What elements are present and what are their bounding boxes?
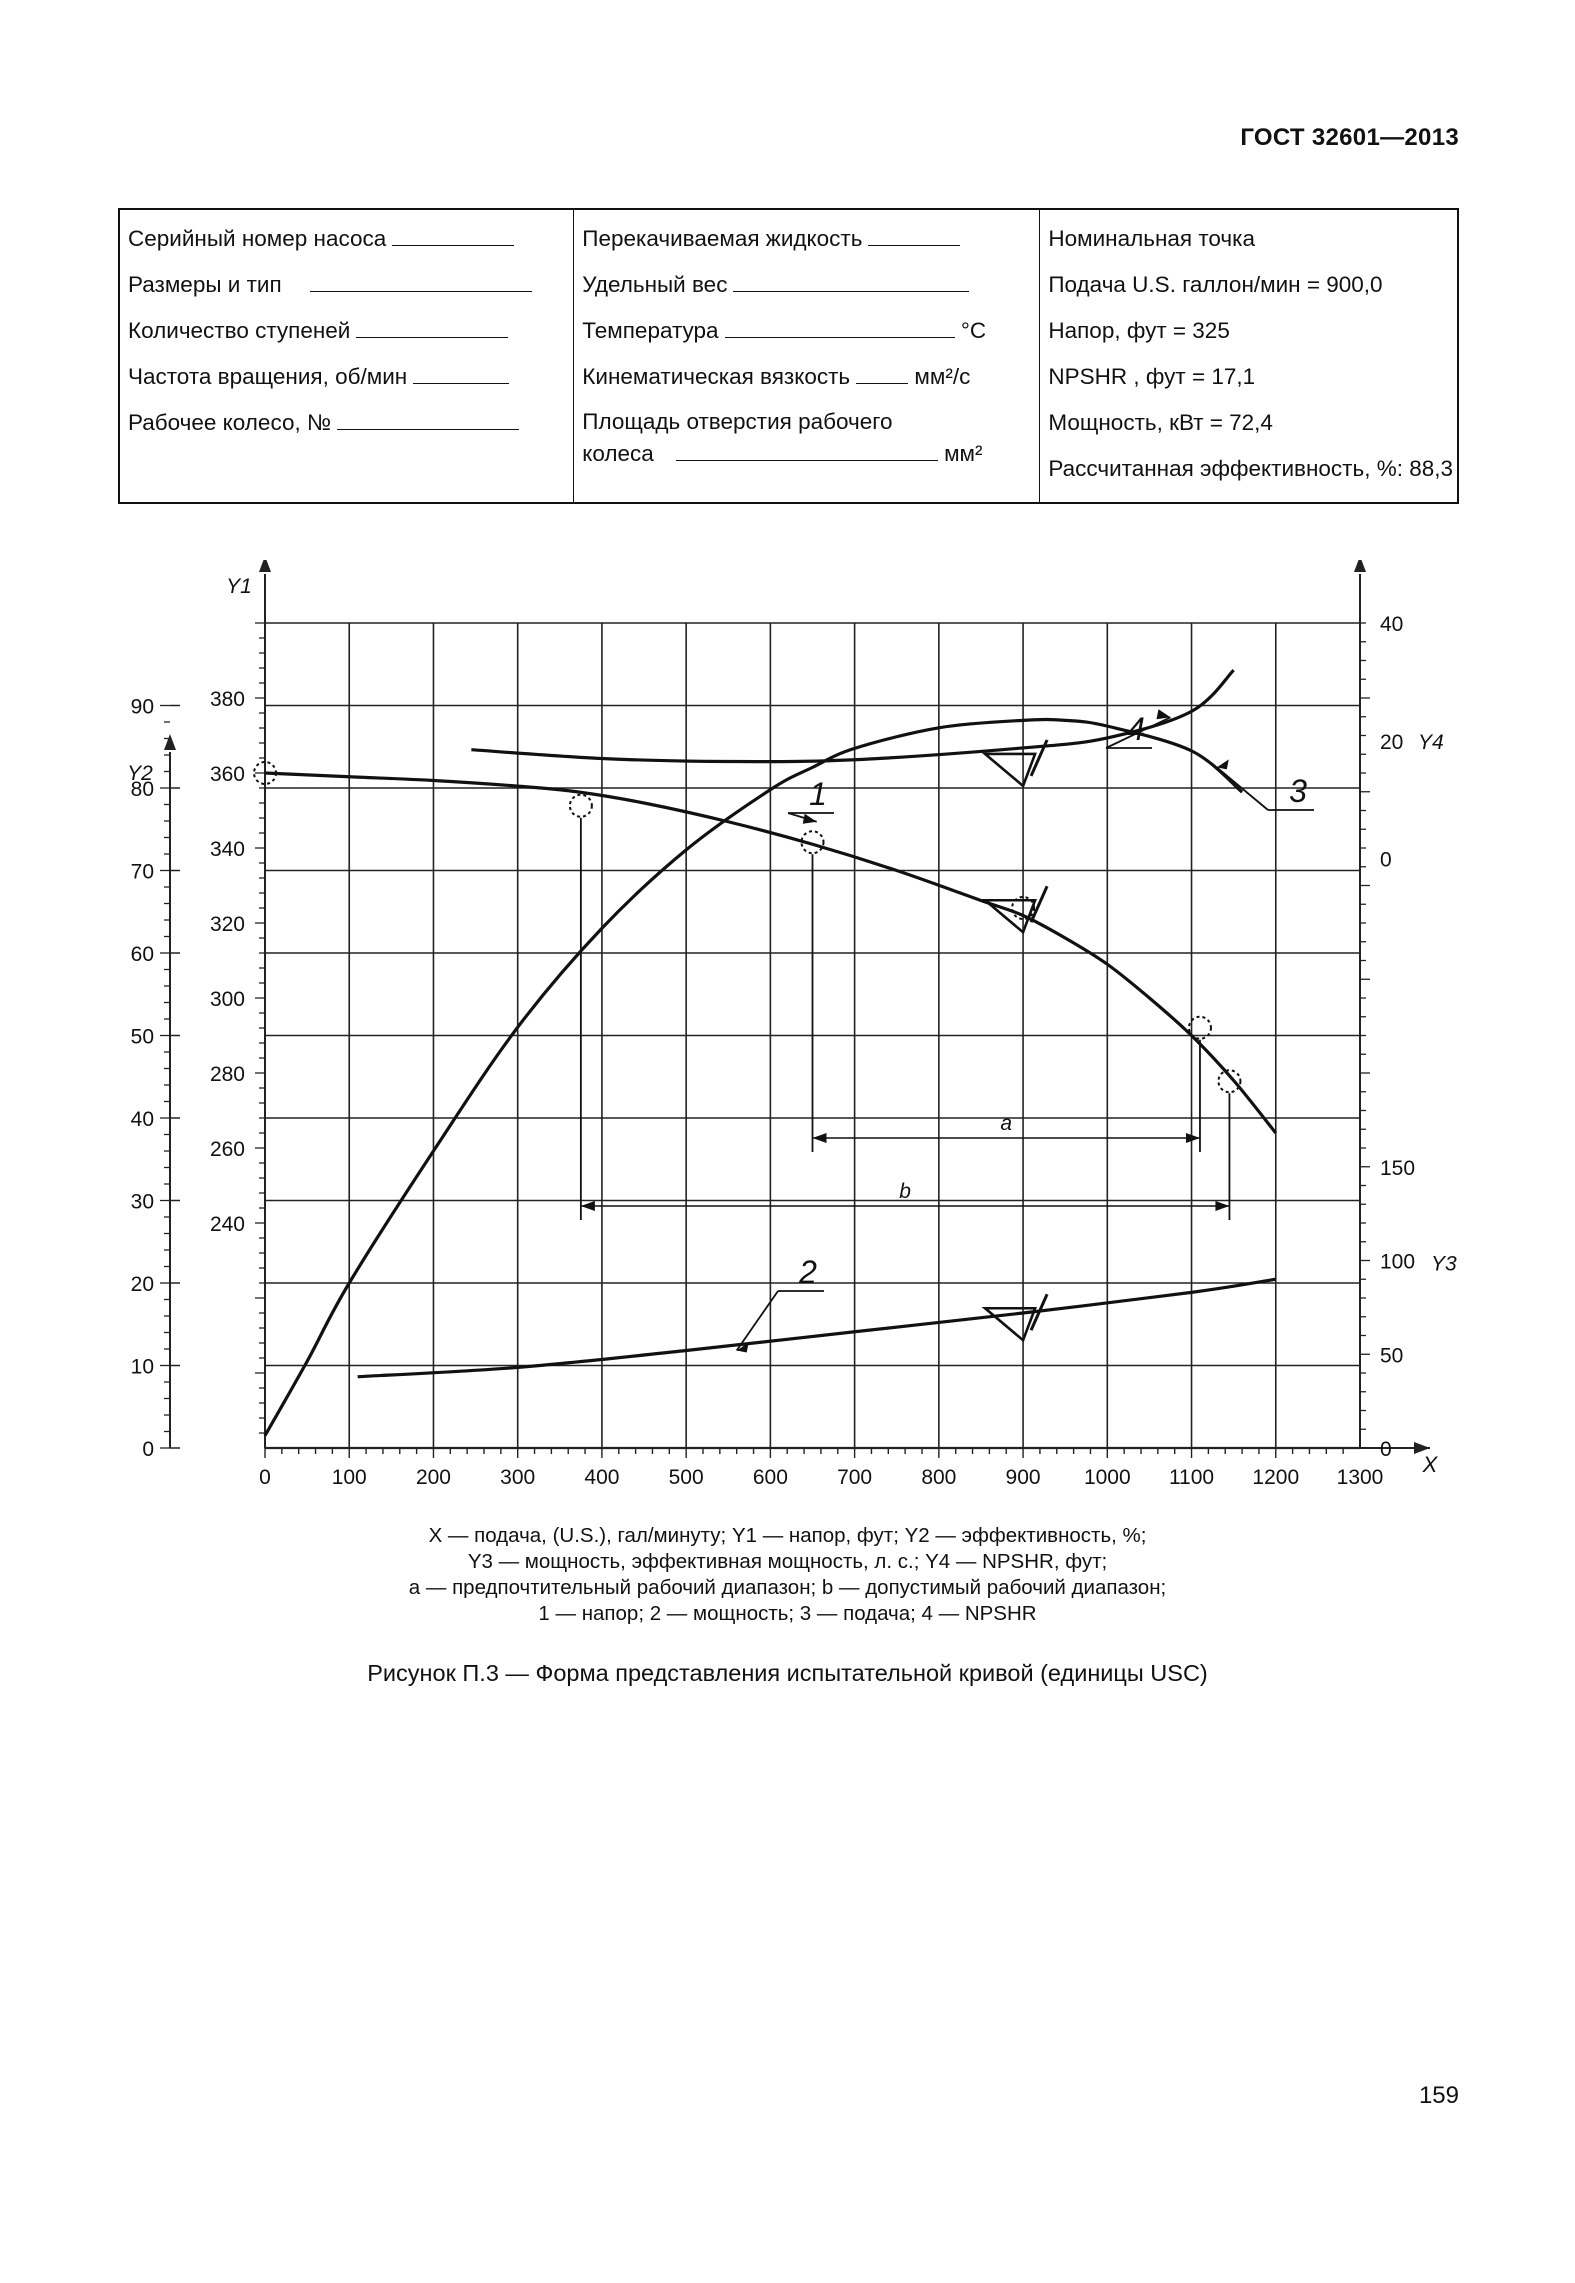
stages-row: Количество ступеней xyxy=(128,308,569,354)
serial-row: Серийный номер насоса xyxy=(128,216,569,262)
x-tick-label: 1200 xyxy=(1252,1466,1300,1489)
y2-tick-label: 30 xyxy=(130,1190,154,1214)
range-b-arrow-right-icon xyxy=(1215,1201,1229,1211)
curve-label-2: 2 xyxy=(799,1254,817,1290)
legend-line-4: 1 — напор; 2 — мощность; 3 — подача; 4 — NPSHR xyxy=(538,1602,1037,1625)
y2-axis-name: Y2 xyxy=(127,762,153,785)
y1-axis-name: Y1 xyxy=(226,575,252,598)
pump-datasheet-table xyxy=(118,208,1459,504)
legend-line-3: a — предпочтительный рабочий диапазон; b — допустимый рабочий диапазон; xyxy=(408,1576,1167,1599)
y3-tick-label: 0 xyxy=(1380,1438,1392,1461)
liquid-info-column xyxy=(574,209,1040,503)
y1-tick-label: 340 xyxy=(209,838,245,861)
x-tick-label: 1000 xyxy=(1083,1466,1131,1489)
y1-tick-label: 320 xyxy=(209,913,245,936)
rated-efficiency: Рассчитанная эффективность, %: 88,3 xyxy=(1048,456,1453,481)
rated-npshr-marker xyxy=(985,754,1035,786)
range-b-start-circle xyxy=(570,795,592,817)
y2-tick-label: 90 xyxy=(130,695,154,719)
right-axis-arrow-icon xyxy=(1354,560,1366,572)
rated-title: Номинальная точка xyxy=(1048,226,1255,251)
rated-head: Напор, фут = 325 xyxy=(1048,318,1230,343)
range-a-label: a xyxy=(1000,1112,1013,1135)
x-tick-label: 600 xyxy=(752,1466,788,1489)
standard-code: ГОСТ 32601—2013 xyxy=(1240,124,1459,151)
temperature-row: Температура °C xyxy=(582,308,1035,354)
liquid-row: Перекачиваемая жидкость xyxy=(582,216,1035,262)
y3-axis-name: Y3 xyxy=(1431,1252,1457,1276)
y4-tick-label: 40 xyxy=(1380,613,1404,636)
y2-tick-label: 0 xyxy=(142,1438,154,1461)
x-tick-label: 800 xyxy=(921,1466,957,1489)
y2-tick-label: 80 xyxy=(130,778,154,801)
y4-tick-label: 20 xyxy=(1380,730,1404,754)
legend-line-2: Y3 — мощность, эффективная мощность, л. с.; Y4 — NPSHR, фут; xyxy=(467,1550,1108,1573)
pump-test-curve-chart xyxy=(0,560,1575,1520)
x-axis-name: X xyxy=(1422,1452,1438,1477)
gravity-row: Удельный вес xyxy=(582,262,1035,308)
x-tick-label: 700 xyxy=(837,1466,873,1489)
x-tick-label: 300 xyxy=(500,1466,536,1489)
y3-tick-label: 150 xyxy=(1380,1156,1416,1180)
x-tick-label: 1100 xyxy=(1168,1466,1215,1489)
rated-power: Мощность, кВт = 72,4 xyxy=(1048,410,1273,435)
y2-tick-label: 40 xyxy=(130,1108,154,1131)
y2-tick-label: 60 xyxy=(130,943,154,966)
x-tick-label: 400 xyxy=(584,1466,620,1489)
y2-tick-label: 20 xyxy=(130,1273,154,1296)
x-tick-label: 200 xyxy=(415,1466,451,1489)
y2-tick-label: 70 xyxy=(130,860,154,884)
leader-arrow-icon xyxy=(803,814,817,824)
y1-tick-label: 240 xyxy=(209,1213,245,1236)
x-tick-label: 1300 xyxy=(1336,1466,1384,1489)
y4-tick-label: 0 xyxy=(1380,848,1392,872)
range-b-arrow-left-icon xyxy=(581,1201,595,1211)
figure-caption: Рисунок П.3 — Форма представления испытательной кривой (единицы USC) xyxy=(367,1660,1208,1686)
rated-point-column xyxy=(1040,209,1458,503)
pump-info-column xyxy=(119,209,574,503)
impeller-area-row: Площадь отверстия рабочего колеса мм² xyxy=(582,409,983,464)
y3-tick-label: 50 xyxy=(1380,1344,1404,1368)
curve-label-3: 3 xyxy=(1289,773,1307,809)
curve-label-1: 1 xyxy=(809,776,827,812)
y4-axis-name: Y4 xyxy=(1418,730,1444,754)
curve-2 xyxy=(358,1279,1276,1377)
range-b-label: b xyxy=(899,1180,911,1203)
size-type-row: Размеры и тип xyxy=(128,262,569,308)
y1-axis-arrow-icon xyxy=(259,560,271,572)
y2-tick-label: 10 xyxy=(130,1355,154,1379)
rated-npshr: NPSHR , фут = 17,1 xyxy=(1048,364,1256,389)
y1-tick-label: 280 xyxy=(209,1063,245,1086)
y1-tick-label: 360 xyxy=(209,763,245,786)
chart-legend xyxy=(0,1523,1575,1627)
y2-axis-arrow-icon xyxy=(164,734,176,750)
range-a-arrow-left-icon xyxy=(813,1133,827,1143)
impeller-row: Рабочее колесо, № xyxy=(128,400,569,446)
y1-tick-label: 260 xyxy=(209,1138,245,1161)
speed-row: Частота вращения, об/мин xyxy=(128,354,569,400)
legend-line-1: X — подача, (U.S.), гал/минуту; Y1 — напор, фут; Y2 — эффективность, %; xyxy=(428,1524,1147,1547)
x-tick-label: 500 xyxy=(668,1466,704,1489)
y1-tick-label: 300 xyxy=(209,988,245,1011)
viscosity-row: Кинематическая вязкость мм²/с xyxy=(582,354,1035,400)
page-number: 159 xyxy=(1418,2082,1459,2109)
y3-tick-label: 100 xyxy=(1380,1250,1416,1274)
y2-tick-label: 50 xyxy=(130,1025,154,1049)
rated-flow: Подача U.S. галлон/мин = 900,0 xyxy=(1048,272,1383,297)
x-tick-label: 0 xyxy=(259,1466,271,1489)
x-tick-label: 100 xyxy=(331,1466,367,1489)
y1-tick-label: 380 xyxy=(209,688,245,711)
curve-label-4: 4 xyxy=(1127,711,1145,747)
x-tick-label: 900 xyxy=(1005,1466,1041,1489)
range-a-arrow-right-icon xyxy=(1186,1133,1200,1143)
